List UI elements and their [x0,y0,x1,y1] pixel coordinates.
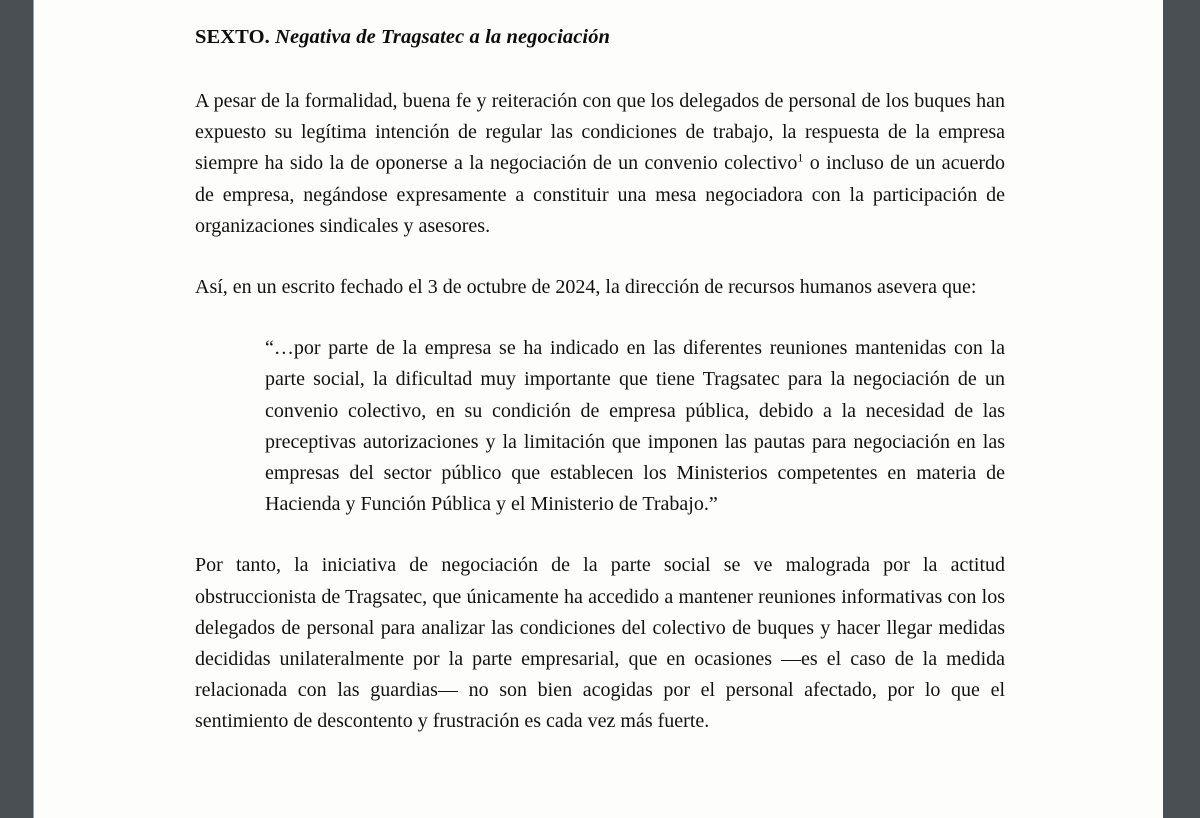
paragraph-hr-letter-intro: Así, en un escrito fechado el 3 de octubre de 2024, la dirección de recursos humanos asevera que: [195,276,977,299]
document-page [34,0,1163,818]
footnote-reference-marker[interactable]: 1 [797,150,804,165]
blockquote-company-statement [265,333,1005,520]
viewer-gutter-right [1163,0,1200,818]
paragraph-conclusion: Por tanto, la iniciativa de negociación de la parte social se ve malograda por la actitud obstruccionista de Tragsatec, que únicamente ha accedido a mantener reuniones informativas con los delegados de personal para analizar las condiciones del colectivo de buques y hacer llegar medidas decididas unilateralmente por la parte empresarial, que en ocasiones —es el caso de la medida relacionada con las guardias— no son bien acogidas por el personal afectado, por lo que el sentimiento de descontento y frustración es cada vez más fuerte. [195,554,1005,733]
section-heading-title: Negativa de Tragsatec a la negociación [275,26,611,48]
blockquote-text: “…por parte de la empresa se ha indicado en las diferentes reuniones mantenidas con la parte social, la dificultad muy importante que tiene Tragsatec para la negociación de un convenio colectivo, en su condición de empresa pública, debido a la necesidad de las preceptivas autorizaciones y la limitación que imponen las pautas para negociación en las empresas del sector público que establecen los Ministerios competentes en materia de Hacienda y Función Pública y el Ministerio de Trabajo.” [265,337,1005,516]
section-heading-label: SEXTO. [195,26,270,48]
paragraph-text-after-footnote: o incluso de un acuerdo de empresa, negándose expresamente a constituir una mesa negociadora con la participación de organizaciones sindicales y asesores. [195,152,1005,237]
paragraph-negotiation-refusal [195,86,1005,242]
page-content [195,22,1005,738]
paragraph-text-before-footnote: A pesar de la formalidad, buena fe y reiteración con que los delegados de personal de los buques han expuesto su legítima intención de regular las condiciones de trabajo, la respuesta de la empresa siempre ha sido la de oponerse a la negociación de un convenio colectivo [195,90,1005,175]
section-heading [195,22,1005,52]
viewer-gutter-left [0,0,33,818]
